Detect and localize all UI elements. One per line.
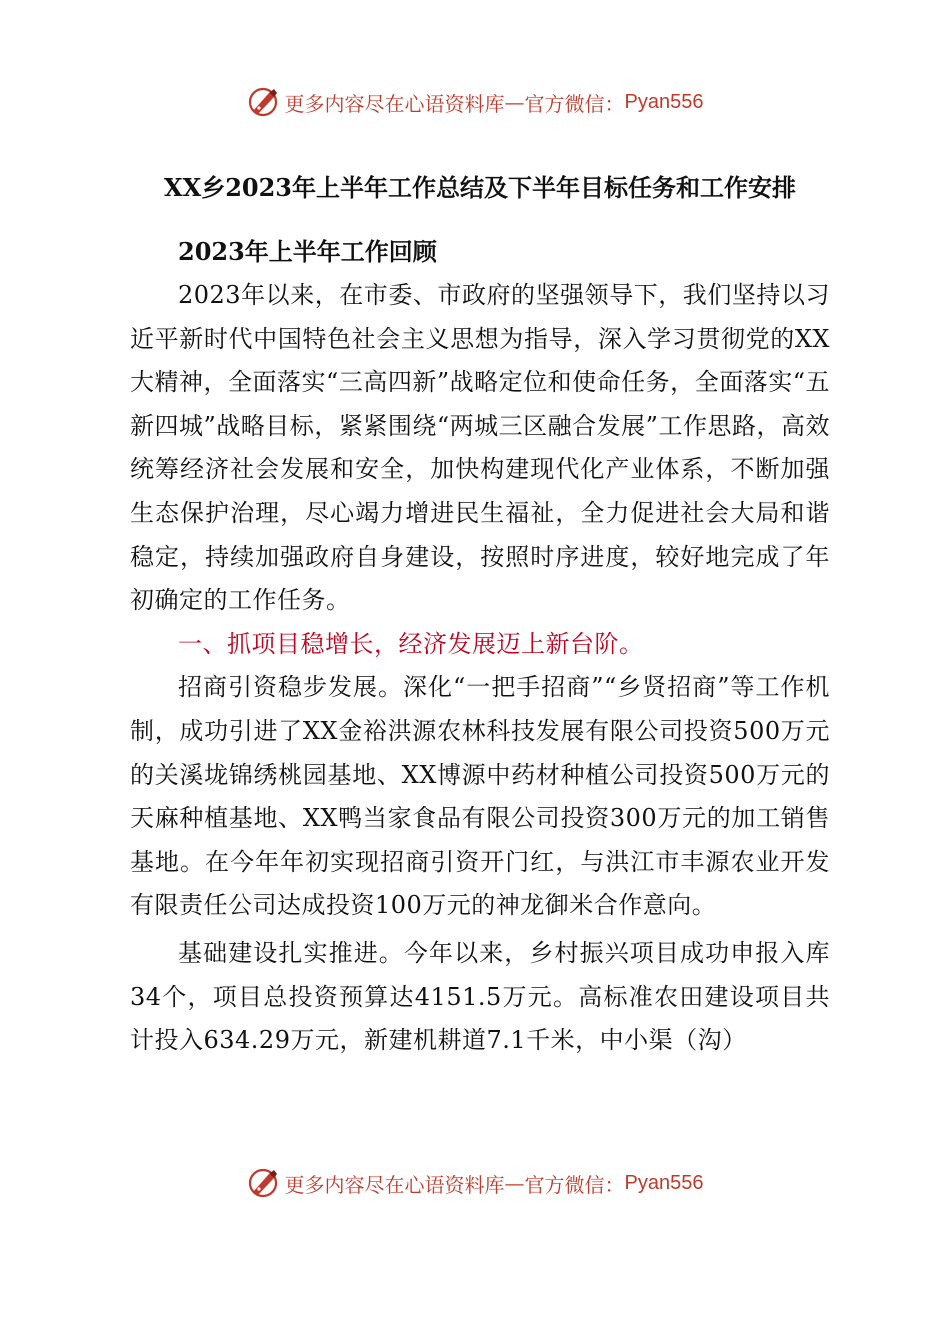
watermark-wechat-id: Pyan556: [624, 1171, 704, 1194]
watermark-banner-bottom: [0, 1163, 950, 1203]
pen-logo-icon: [247, 1166, 281, 1200]
watermark-wechat-label: 官方微信：: [524, 91, 625, 116]
watermark-separator: —: [504, 90, 525, 114]
watermark-wechat-label: 官方微信：: [524, 1172, 625, 1197]
watermark-brand: 更多内容尽在心语资料库: [284, 1172, 505, 1197]
document-title: XX乡2023年上半年工作总结及下半年目标任务和工作安排: [163, 173, 797, 202]
paragraph-subheading-red: 一、抓项目稳增长，经济发展迈上新台阶。: [178, 629, 644, 658]
watermark-wechat-id: Pyan556: [624, 90, 704, 113]
paragraph-intro: 2023年以来，在市委、市政府的坚强领导下，我们坚持以习近平新时代中国特色社会主义思想为指导，深入学习贯彻党的XX大精神，全面落实“三高四新”战略定位和使命任务，全面落实“五新四城”战略目标，紧紧围绕“两城三区融合发展”工作思路，高效统筹经济社会发展和安全，加快构建现代化产业体系，不断加强生态保护治理，尽心竭力增进民生福祉，全力促进社会大局和谐稳定，持续加强政府自身建设，按照时序进度，较好地完成了年初确定的工作任务。: [130, 281, 830, 615]
watermark-brand: 更多内容尽在心语资料库: [284, 91, 505, 116]
pen-logo-icon: [247, 85, 281, 119]
section-heading: 2023年上半年工作回顾: [178, 237, 437, 266]
paragraph-investment: 招商引资稳步发展。深化“一把手招商”“乡贤招商”等工作机制，成功引进了XX金裕洪源农林科技发展有限公司投资500万元的关溪垅锦绣桃园基地、XX博源中药材种植公司投资500万元的天麻种植基地、XX鸭当家食品有限公司投资300万元的加工销售基地。在今年年初实现招商引资开门红，与洪江市丰源农业开发有限责任公司达成投资100万元的神龙御米合作意向。: [130, 673, 830, 920]
paragraph-infrastructure: 基础建设扎实推进。今年以来，乡村振兴项目成功申报入库34个，项目总投资预算达4151.5万元。高标准农田建设项目共计投入634.29万元，新建机耕道7.1千米，中小渠（沟）: [130, 938, 830, 1055]
watermark-banner-top: [0, 82, 950, 122]
watermark-separator: —: [504, 1171, 525, 1195]
document-body: [130, 168, 830, 1063]
